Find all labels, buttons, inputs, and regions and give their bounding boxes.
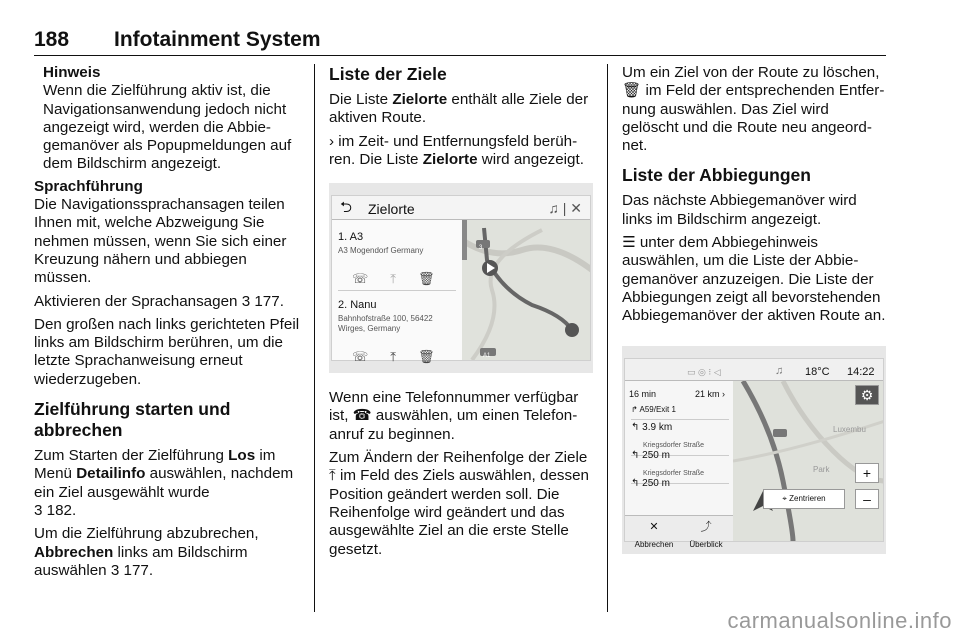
bottom-bar <box>625 515 733 549</box>
abbiegungen-screenshot <box>622 346 886 554</box>
watermark: carmanualsonline.info <box>727 608 952 633</box>
move-to-top-icon[interactable]: ⤒ <box>390 271 419 287</box>
zielorte-screenshot <box>329 183 593 373</box>
back-arrow-icon[interactable]: ⮌ <box>340 199 353 217</box>
abbrechen-label: Abbrechen <box>34 543 114 561</box>
phone-icon: ☎ <box>352 407 372 425</box>
route-map[interactable] <box>462 220 590 360</box>
p4-text-a: Zum Ändern der Reihenfolge der Ziele <box>329 449 588 467</box>
zielorte-title: Zielorte <box>368 201 415 218</box>
close-icon[interactable]: ✕ <box>570 200 582 217</box>
list-item[interactable] <box>631 401 729 420</box>
aktivieren-text: Aktivieren der Sprachansagen <box>34 292 242 310</box>
abbiegungen-screen <box>624 358 884 549</box>
pfeil-paragraph: Den großen nach links gerichteten Pfeil links am Bildschirm berühren, um die letzte Sprachanweisung erneut wiederzugeben. <box>34 315 300 388</box>
clock: 14:22 <box>847 365 875 378</box>
start-paragraph <box>34 447 300 520</box>
list-item[interactable] <box>338 296 433 334</box>
page-ref-link[interactable]: 3 182. <box>34 501 77 519</box>
loeschen-paragraph <box>622 64 888 155</box>
cancel-label: Abbrechen <box>634 539 674 549</box>
p3-text-a: Wenn eine Telefonnummer verfügbar ist, <box>329 389 579 425</box>
chapter-title: Infotainment System <box>114 28 321 51</box>
phone-icon[interactable]: ☏ <box>352 349 391 365</box>
remaining-distance: 21 km <box>695 388 720 399</box>
road-badge: 3 <box>479 245 483 252</box>
sprachfuehrung-text: Die Navigationssprachansagen teilen Ihnen mit, welche Abzweigung Sie nehmen müssen, wenn Sie sich einer Kreuzung nähern und abbiegen müssen. <box>34 196 287 287</box>
turn-arrow-icon: ↰ <box>631 449 640 461</box>
turn-distance: 250 m <box>642 477 670 489</box>
aktivieren-paragraph <box>34 293 300 311</box>
page-header <box>34 26 886 56</box>
ziele-paragraph-2 <box>329 133 595 170</box>
route-icon: ⤴ <box>700 520 712 533</box>
center-label: Zentrieren <box>789 493 826 503</box>
section-heading-abbiegungen: Liste der Abbiegungen <box>622 165 811 186</box>
status-bar <box>625 359 883 381</box>
column-divider-1 <box>314 64 315 612</box>
crosshair-icon: ⌖ <box>782 493 787 503</box>
destination-address: Wirges, Germany <box>338 324 401 334</box>
turn-arrow-icon: ↰ <box>631 421 640 433</box>
detailinfo-label: Detailinfo <box>76 465 146 483</box>
section-heading-ziele: Liste der Ziele <box>329 64 447 84</box>
zoom-out-button[interactable]: – <box>855 489 879 509</box>
zielorte-title-bar: ⮌ Zielorte ♫ | ✕ <box>332 196 590 220</box>
turn-distance: 3.9 km <box>642 421 673 433</box>
turn-street: Kriegsdorfer Straße <box>643 469 705 477</box>
note-heading: Hinweis <box>43 64 101 81</box>
page-ref-link[interactable]: 3 177. <box>241 292 284 310</box>
ziele-paragraph-1 <box>329 91 595 128</box>
destination-pin-icon <box>565 323 579 337</box>
ziele-paragraph-3 <box>329 389 595 444</box>
zielorte-screen <box>331 195 591 365</box>
los-label: Los <box>228 447 256 465</box>
overview-button[interactable] <box>681 518 731 555</box>
chevron-right-icon: › <box>722 388 726 399</box>
p1-text-b: im Feld der entsprechenden Entfernung auswählen. Das Ziel wird gelöscht und die Route neu angeordnet. <box>622 82 885 155</box>
p2-text-a: im Zeit- und Entfernungsfeld berühren. Die Liste <box>329 132 578 168</box>
p4-text-b: im Feld des Ziels auswählen, dessen Position geändert werden soll. Die Reihenfolge wird geändert und das ausgewählte Ziel an die erste Stelle gesetzt. <box>329 467 589 558</box>
p3-text-b: auswählen, um einen Telefonanruf zu beginnen. <box>329 407 578 443</box>
section-heading-zielfuehrung: Zielführung starten und abbrechen <box>34 399 231 441</box>
column-divider-2 <box>607 64 608 612</box>
destination-actions <box>352 348 457 366</box>
close-icon: ✕ <box>649 520 659 533</box>
destination-address: Bahnhofstraße 100, 56422 <box>338 314 433 324</box>
column-1 <box>34 64 300 585</box>
center-button[interactable] <box>763 489 845 509</box>
destination-actions <box>352 270 457 288</box>
list-item[interactable] <box>631 475 729 493</box>
move-to-top-icon[interactable]: ⤒ <box>390 349 419 365</box>
page-number: 188 <box>34 28 70 51</box>
list-icon: ☰ <box>622 234 636 252</box>
status-icons: ▭ ◎ ⁝ ◁ <box>687 366 721 377</box>
settings-gear-icon[interactable]: ⚙ <box>855 385 879 405</box>
trash-icon[interactable]: 🗑 <box>418 349 457 365</box>
navigation-map[interactable] <box>733 381 883 541</box>
remaining-time: 16 min <box>629 388 657 399</box>
sprachfuehrung-heading: Sprachführung <box>34 177 143 195</box>
abbr-text-1: Um die Zielführung abzubrechen, <box>34 525 259 543</box>
music-icon[interactable]: ♫ <box>775 364 784 377</box>
trash-icon[interactable]: 🗑 <box>418 271 457 287</box>
cancel-button[interactable] <box>629 518 679 555</box>
music-icon[interactable]: ♫ <box>548 200 559 217</box>
phone-icon[interactable]: ☏ <box>352 271 391 287</box>
turn-list <box>625 381 733 515</box>
start-text-3: auswählen, nachdem ein Ziel ausgewählt wurde <box>34 465 294 501</box>
abbrechen-paragraph <box>34 525 300 580</box>
note-box <box>34 64 300 174</box>
abbiegungen-paragraph-2 <box>622 234 888 325</box>
zoom-in-button[interactable]: + <box>855 463 879 483</box>
turn-arrow-icon: ↰ <box>631 477 640 489</box>
chevron-right-icon: › <box>329 132 335 150</box>
p1-text-b: enthält alle Ziele der aktiven Route. <box>329 91 589 127</box>
navigation-map-graphic <box>733 381 883 541</box>
start-text-1: Zum Starten der Zielführung <box>34 447 229 465</box>
zielorte-label: Zielorte <box>422 150 478 168</box>
destination-list <box>332 220 460 365</box>
column-2 <box>329 64 595 564</box>
zielorte-label: Zielorte <box>392 91 448 108</box>
abbr-text-2: links am Bildschirm auswählen <box>34 543 248 579</box>
turn-street: Kriegsdorfer Straße <box>643 441 705 449</box>
list-divider <box>338 290 456 291</box>
map-label: Park <box>813 464 830 474</box>
p2-text-b: wird angezeigt. <box>477 150 584 168</box>
note-text: Wenn die Zielführung aktiv ist, die Navigationsanwendung jedoch nicht angezeigt wird, werden die Abbiegemanöver als Popupmeldungen auf dem Bildschirm angezeigt. <box>43 82 292 173</box>
column-3 <box>622 64 888 570</box>
move-to-top-icon: ⤒ <box>329 467 336 485</box>
page-ref-link[interactable]: 3 177. <box>110 561 154 579</box>
destination-address: A3 Mogendorf Germany <box>338 246 424 256</box>
p1-text-a: Die Liste <box>329 91 393 108</box>
p1-text-a: Um ein Ziel von der Route zu löschen, <box>622 64 880 81</box>
list-item[interactable] <box>338 228 423 256</box>
p3-text: unter dem Abbiegehinweis auswählen, um die Liste der Abbiegemanöver anzuzeigen. Die Liste der Abbiegungen zeigt all bevorstehenden Abbiegemanöver der aktiven Route an. <box>622 234 886 325</box>
turn-arrow-icon: ↱ <box>631 404 638 414</box>
start-text-2: im Menü <box>34 447 276 483</box>
destination-name: 2. Nanu <box>338 299 377 312</box>
turn-label: A59/Exit 1 <box>639 404 676 414</box>
overview-label: Überblick <box>689 539 723 549</box>
temperature: 18°C <box>805 365 830 378</box>
turn-distance: 250 m <box>642 449 670 461</box>
ziele-paragraph-4 <box>329 449 595 559</box>
road-badge: A1 <box>483 353 491 360</box>
abbiegungen-paragraph-1: Das nächste Abbiegemanöver wird links im Bildschirm angezeigt. <box>622 192 857 228</box>
trash-icon: 🗑 <box>622 82 642 100</box>
destination-name: 1. A3 <box>338 231 364 244</box>
map-label: Luxembu <box>833 424 866 434</box>
